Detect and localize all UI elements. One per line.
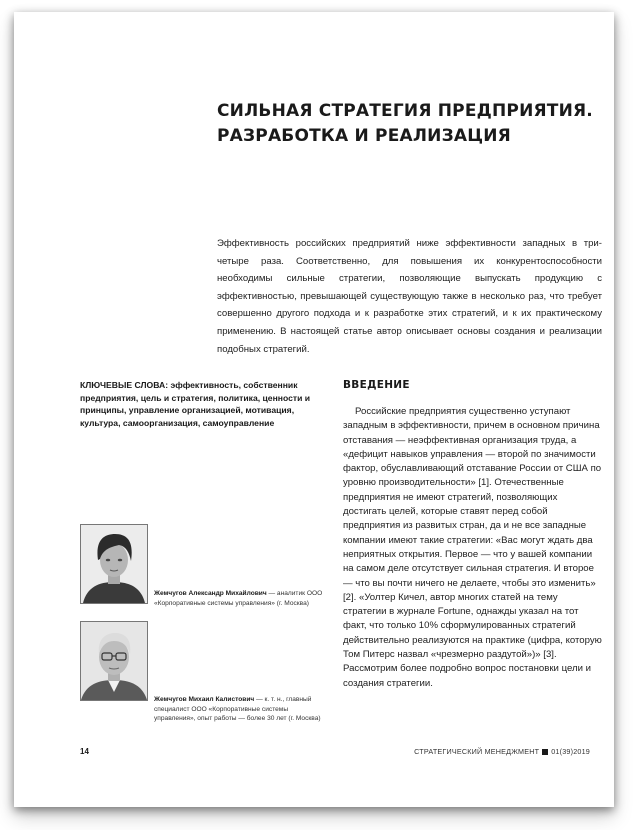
page-number: 14: [80, 747, 89, 756]
journal-page: [14, 12, 614, 807]
keywords-label: КЛЮЧЕВЫЕ СЛОВА:: [80, 380, 169, 390]
introduction-paragraph: Российские предприятия существенно уступают западным в эффективности, причем в основном причина отставания — неэффективная организация труда, а «дефицит навыков управления — второй по значимости фактор, обуславливающий отставание России от США по уровню производительности» [1]. Отечественные предприятия не имеют стратегий, позволяющих достигать целей, которые ставят перед собой предприятия из развитых стран, да и не все западные компании имеют такие стратегии: «Вас могут ждать два неприятных открытия. Первое — что у вашей компании на самом деле отсутствует сильная стратегия. И второе — что вы почти ничего не делаете, чтобы это изменить» [2]. «Уолтер Кичел, автор многих статей на тему стратегии в журнале Fortune, однажды указал на тот факт, что только 10% сформулированных стратегий действительно реализуются на практике (цифра, которую Том Питерс назвал «чрезмерно раздутой»)» [3]. Рассмотрим более подробно вопрос постановки цели и создания стратегии.: [343, 406, 602, 689]
keywords-block: [80, 379, 330, 429]
journal-name: СТРАТЕГИЧЕСКИЙ МЕНЕДЖМЕНТ: [414, 747, 540, 756]
author-caption-1: [154, 589, 329, 608]
article-abstract: Эффективность российских предприятий ниже эффективности западных в три-четыре раза. Соответственно, для повышения их конкурентоспособности необходимы сильные стратегии, позволяющие выпускать продукцию с эффективностью, превышающей существующую также в несколько раз, что требует совершенно другого подхода и к разработке этих стратегий, и к их практическому применению. В настоящей статье автор описывает основы создания и реализации подобных стратегий.: [217, 238, 602, 355]
author-photo-1: [80, 524, 148, 604]
author-name-1: Жемчугов Александр Михайлович: [154, 590, 267, 597]
article-title: [217, 99, 597, 149]
author-caption-2: [154, 695, 329, 724]
author-photo-2: [80, 621, 148, 701]
square-separator-icon: [542, 749, 548, 755]
journal-footer: [414, 747, 590, 756]
author-name-2: Жемчугов Михаил Калистович: [154, 696, 255, 703]
introduction-heading: ВВЕДЕНИЕ: [343, 379, 410, 391]
article-title-line-2: РАЗРАБОТКА И РЕАЛИЗАЦИЯ: [217, 126, 511, 146]
article-title-line-1: СИЛЬНАЯ СТРАТЕГИЯ ПРЕДПРИЯТИЯ.: [217, 101, 593, 121]
author-details-1: — аналитик ООО «Корпоративные системы управления» (г. Москва): [154, 590, 323, 607]
author-portrait-young: [81, 525, 147, 603]
author-portrait-senior: [81, 622, 147, 700]
keywords-text: эффективность, собственник предприятия, цель и стратегия, политика, ценности и принципы, управление организацией, мотивация, культура, самоорганизация, самоуправление: [80, 380, 311, 428]
author-details-2: — к. т. н., главный специалист ООО «Корпоративные системы управления», опыт работы — более 30 лет (г. Москва): [154, 696, 321, 723]
journal-issue: 01(39)2019: [551, 747, 590, 756]
introduction-body: [343, 405, 603, 691]
